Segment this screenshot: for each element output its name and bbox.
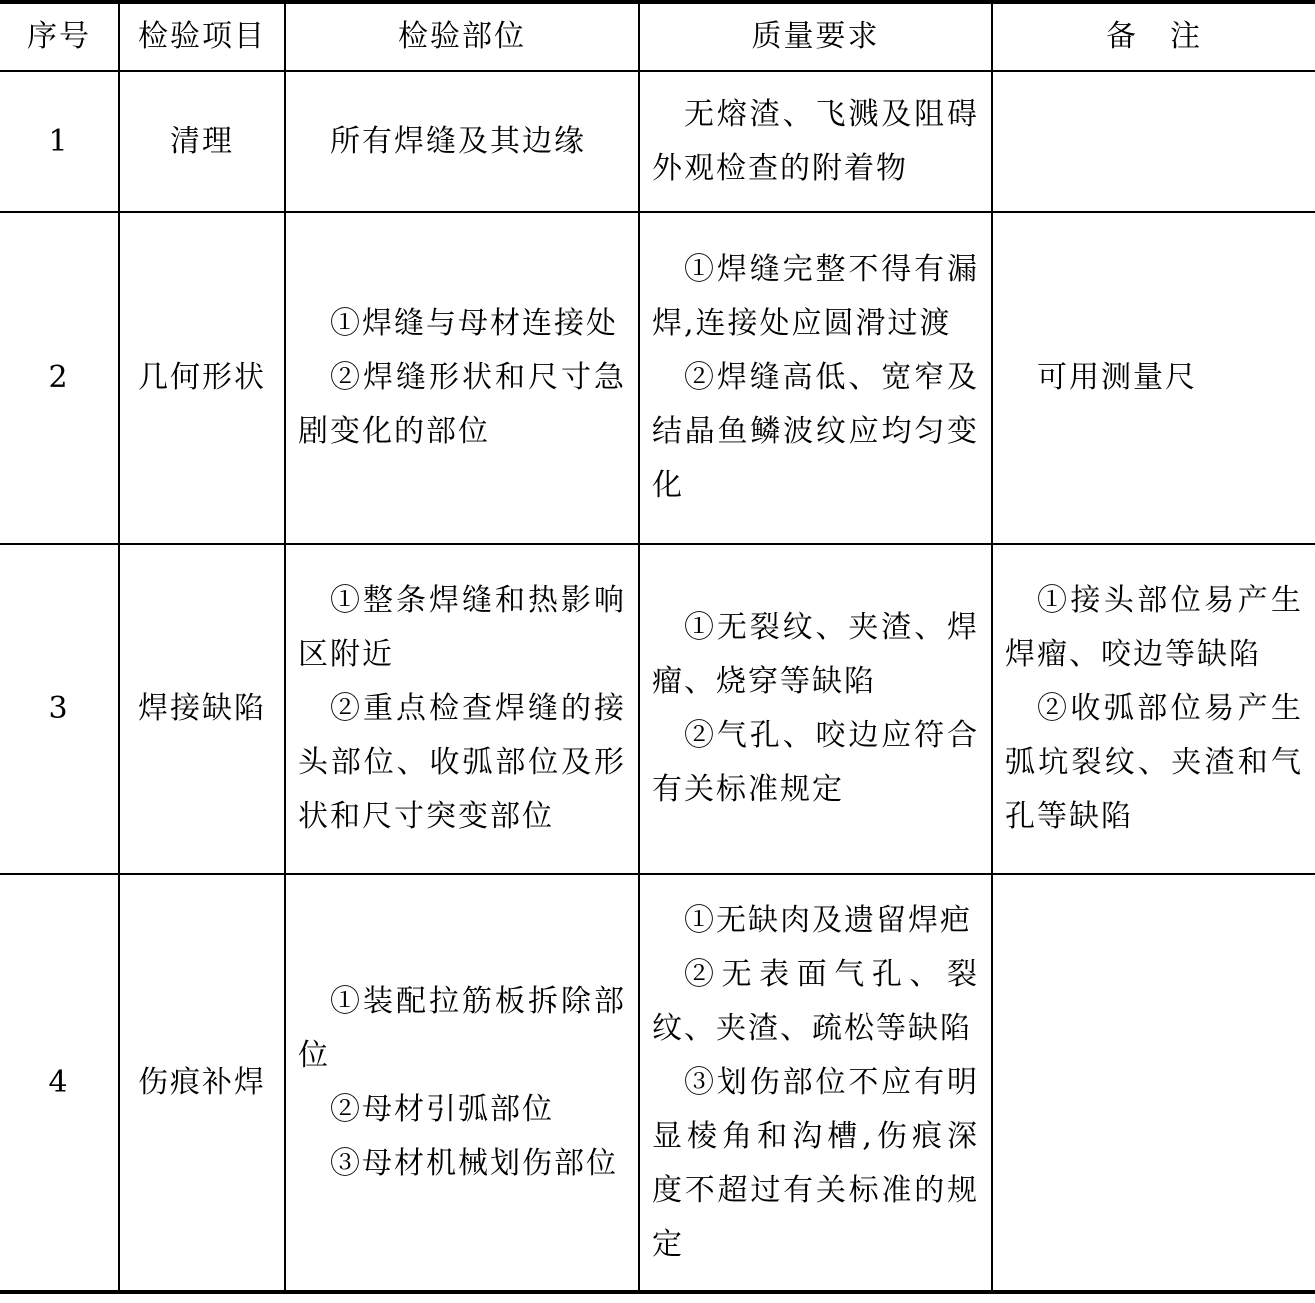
- table-row: [0, 545, 1315, 875]
- requirement-paragraph: ②焊缝高低、宽窄及结晶鱼鳞波纹应均匀变化: [652, 360, 979, 503]
- location-paragraph: ③母材机械划伤部位: [330, 1145, 618, 1181]
- cell-location: [286, 545, 640, 875]
- cell-requirement: [640, 72, 993, 213]
- requirement-paragraph: ③划伤部位不应有明显棱角和沟槽,伤痕深度不超过有关标准的规定: [652, 1064, 979, 1262]
- cell-item: 清理: [120, 72, 286, 213]
- header-row: [0, 4, 1315, 72]
- location-paragraph: ①整条焊缝和热影响区附近: [298, 583, 626, 672]
- remark-paragraph: ②收弧部位易产生弧坑裂纹、夹渣和气孔等缺陷: [1005, 691, 1303, 834]
- header-location: 检验部位: [286, 4, 640, 72]
- remark-paragraph: 可用测量尺: [1037, 360, 1197, 395]
- cell-item: 几何形状: [120, 213, 286, 545]
- requirement-paragraph: ①无缺肉及遗留焊疤: [684, 902, 972, 938]
- table-row: [0, 213, 1315, 545]
- location-paragraph: 所有焊缝及其边缘: [330, 123, 586, 159]
- requirement-paragraph: ①焊缝完整不得有漏焊,连接处应圆滑过渡: [652, 252, 979, 341]
- table-row: [0, 72, 1315, 213]
- table-row: [0, 875, 1315, 1290]
- cell-item: 伤痕补焊: [120, 875, 286, 1290]
- header-remark: 备 注: [993, 4, 1315, 72]
- location-paragraph: ①装配拉筋板拆除部位: [298, 983, 626, 1073]
- location-paragraph: ②重点检查焊缝的接头部位、收弧部位及形状和尺寸突变部位: [298, 691, 626, 834]
- header-item: 检验项目: [120, 4, 286, 72]
- cell-no: 4: [0, 875, 120, 1290]
- location-paragraph: ②母材引弧部位: [330, 1091, 554, 1127]
- cell-remark: [993, 72, 1315, 213]
- requirement-paragraph: ②无表面气孔、裂纹、夹渣、疏松等缺陷: [652, 956, 979, 1046]
- cell-requirement: [640, 213, 993, 545]
- cell-remark: [993, 545, 1315, 875]
- requirement-paragraph: ①无裂纹、夹渣、焊瘤、烧穿等缺陷: [652, 610, 979, 699]
- cell-requirement: [640, 545, 993, 875]
- requirement-paragraph: ②气孔、咬边应符合有关标准规定: [652, 718, 979, 807]
- cell-location: [286, 213, 640, 545]
- cell-remark: [993, 875, 1315, 1290]
- requirement-paragraph: 无熔渣、飞溅及阻碍外观检查的附着物: [652, 96, 979, 186]
- cell-location: [286, 72, 640, 213]
- cell-item: 焊接缺陷: [120, 545, 286, 875]
- remark-paragraph: ①接头部位易产生焊瘤、咬边等缺陷: [1005, 583, 1303, 672]
- cell-no: 3: [0, 545, 120, 875]
- header-requirement: 质量要求: [640, 4, 993, 72]
- cell-no: 1: [0, 72, 120, 213]
- location-paragraph: ①焊缝与母材连接处: [330, 306, 618, 341]
- cell-remark: [993, 213, 1315, 545]
- cell-no: 2: [0, 213, 120, 545]
- cell-location: [286, 875, 640, 1290]
- cell-requirement: [640, 875, 993, 1290]
- header-no: 序号: [0, 4, 120, 72]
- location-paragraph: ②焊缝形状和尺寸急剧变化的部位: [298, 360, 626, 449]
